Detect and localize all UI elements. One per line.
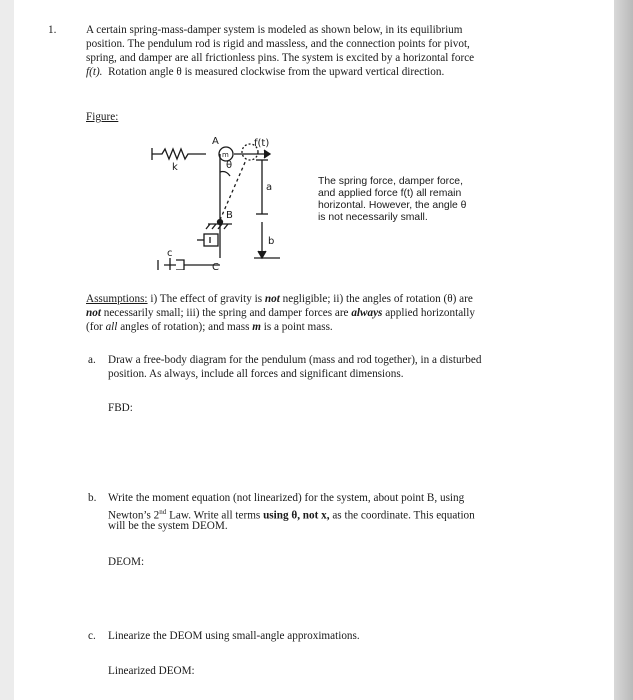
part-c-line-1: Linearize the DEOM using small-angle approximations. bbox=[108, 630, 360, 642]
intro-line-1: A certain spring-mass-damper system is modeled as shown below, in its equilibrium bbox=[86, 24, 463, 36]
assumptions-text: (for bbox=[86, 321, 106, 333]
worksheet-page bbox=[14, 0, 614, 700]
emphasis-not: not bbox=[264, 293, 280, 305]
assumptions-text: necessarily small; iii) the spring and damper forces are bbox=[100, 307, 352, 319]
label-angle: θ bbox=[226, 160, 233, 171]
label-spring-k: k bbox=[172, 162, 178, 173]
assumptions-label: Assumptions: bbox=[86, 293, 148, 305]
part-b-letter: b. bbox=[88, 492, 97, 504]
part-a-letter: a. bbox=[88, 354, 96, 366]
assumptions-text: is a point mass. bbox=[260, 321, 333, 333]
emphasis-all: all bbox=[105, 321, 118, 333]
page-edge-shadow bbox=[614, 0, 633, 700]
emphasis-not: not bbox=[86, 307, 101, 319]
part-b-text: Newton’s 2 bbox=[108, 509, 160, 522]
intro-line-2: position. The pendulum rod is rigid and massless, and the connection points for pivot, bbox=[86, 38, 470, 50]
label-force: f(t) bbox=[254, 138, 270, 149]
force-symbol: f(t). bbox=[86, 66, 103, 78]
part-b-text: Law. Write all terms bbox=[166, 509, 264, 522]
problem-number: 1. bbox=[48, 24, 57, 36]
part-c-letter: c. bbox=[88, 630, 96, 642]
label-dim-b: b bbox=[268, 236, 275, 247]
part-b-line-1: Write the moment equation (not linearized) for the system, about point B, using bbox=[108, 492, 465, 504]
intro-line-4 bbox=[86, 65, 444, 79]
part-b-line-3: will be the system DEOM. bbox=[108, 520, 228, 532]
assumptions-text: applied horizontally bbox=[382, 307, 475, 319]
emphasis-theta: using θ, not x, bbox=[263, 509, 330, 522]
label-mass: m bbox=[222, 151, 229, 159]
mass-symbol: m bbox=[252, 321, 261, 333]
figure-note-line-3: horizontal. However, the angle θ bbox=[318, 200, 467, 211]
spring-mass-damper-figure bbox=[150, 130, 300, 270]
assumptions-line-3 bbox=[86, 320, 333, 334]
figure-note-line-4: is not necessarily small. bbox=[318, 212, 428, 223]
part-a-line-2: position. As always, include all forces and significant dimensions. bbox=[108, 368, 404, 380]
part-b-text: as the coordinate. This equation bbox=[329, 509, 475, 522]
part-a-line-1: Draw a free-body diagram for the pendulum (mass and rod together), in a disturbed bbox=[108, 354, 482, 366]
label-dim-a: a bbox=[266, 182, 273, 193]
intro-line-4-text: Rotation angle θ is measured clockwise from the upward vertical direction. bbox=[108, 66, 445, 78]
intro-line-3: spring, and damper are all frictionless pins. The system is excited by a horizontal force bbox=[86, 52, 475, 64]
figure-label: Figure: bbox=[86, 111, 119, 123]
spring bbox=[152, 149, 206, 159]
emphasis-always: always bbox=[351, 307, 383, 319]
label-point-c: C bbox=[212, 262, 219, 270]
figure-note-line-2: and applied force f(t) all remain bbox=[318, 188, 462, 199]
figure-note-line-1: The spring force, damper force, bbox=[318, 176, 463, 187]
label-point-b: B bbox=[226, 210, 233, 221]
label-point-a: A bbox=[212, 136, 219, 147]
assumptions-text: negligible; ii) the angles of rotation (θ) are bbox=[279, 293, 473, 305]
deom-label: DEOM: bbox=[108, 556, 145, 568]
assumptions-text: angles of rotation); and mass bbox=[117, 321, 253, 333]
assumptions-text: i) The effect of gravity is bbox=[147, 293, 265, 305]
linearized-deom-label: Linearized DEOM: bbox=[108, 665, 195, 677]
label-damper-c: c bbox=[167, 248, 173, 259]
assumptions-line-2 bbox=[86, 306, 475, 320]
assumptions-line-1 bbox=[86, 292, 473, 306]
fbd-label: FBD: bbox=[108, 402, 133, 414]
superscript-nd: nd bbox=[159, 508, 167, 516]
